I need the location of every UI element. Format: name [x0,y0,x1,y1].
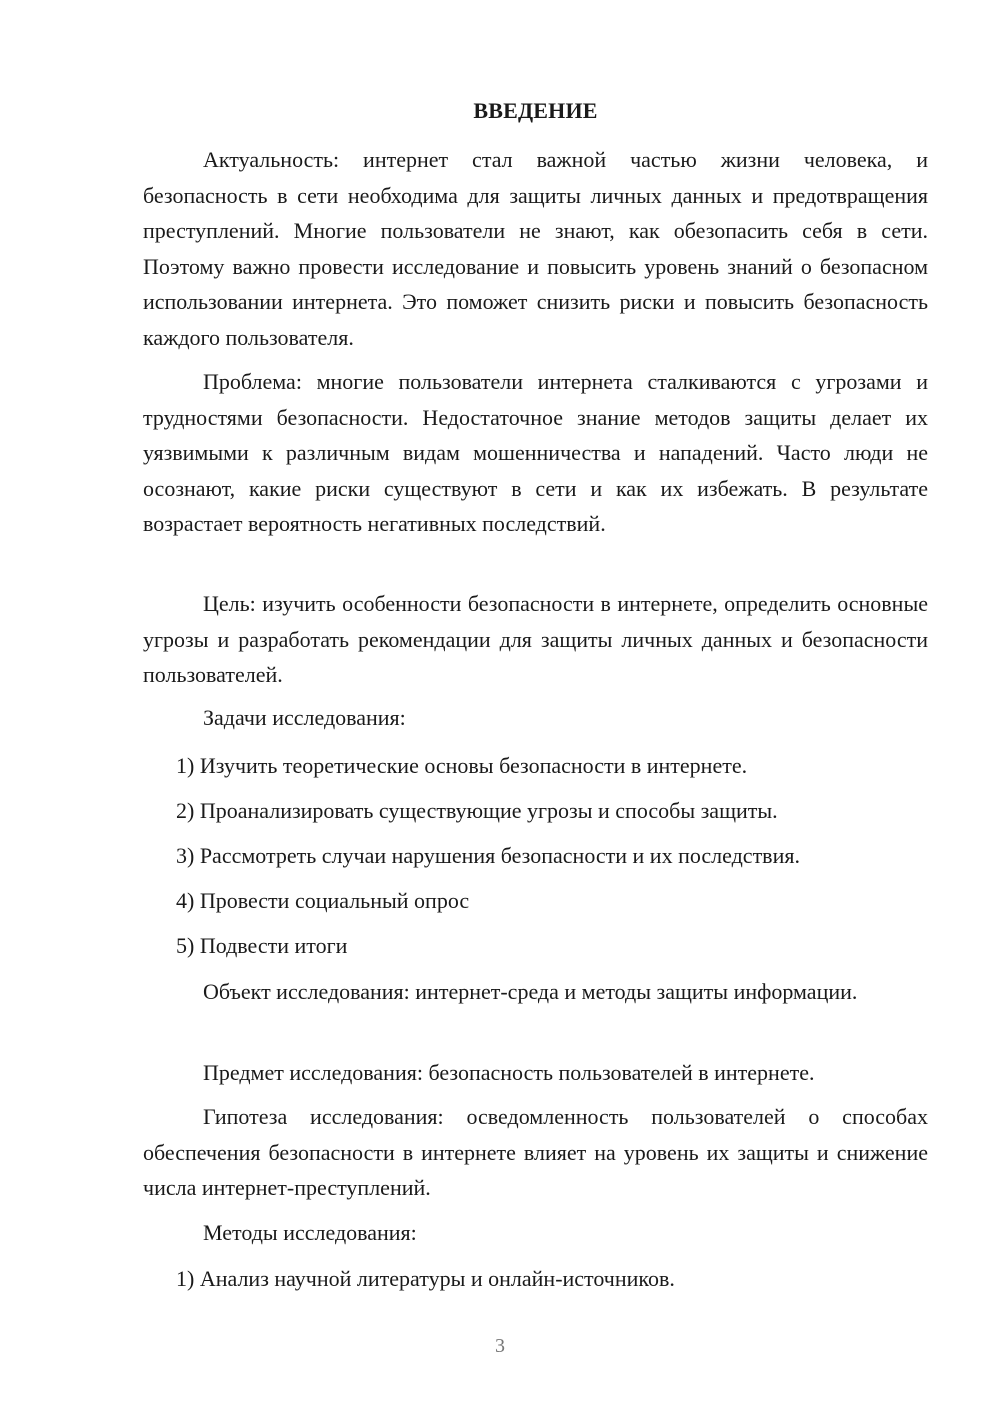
paragraph-goal: Цель: изучить особенности безопасности в интернете, определить основные угрозы и разработать рекомендации для защиты личных данных и безопасности пользователей. [143,591,928,687]
page-number: 3 [495,1335,505,1357]
paragraph-object: Объект исследования: интернет-среда и методы защиты информации. [203,979,858,1004]
task-item: 3) Рассмотреть случаи нарушения безопасности и их последствия. [176,843,800,868]
paragraph-subject: Предмет исследования: безопасность пользователей в интернете. [203,1060,815,1085]
tasks-title: Задачи исследования: [203,705,406,730]
task-item: 5) Подвести итоги [176,933,348,958]
task-item: 2) Проанализировать существующие угрозы и способы защиты. [176,798,778,823]
paragraph-relevance: Актуальность: интернет стал важной частью жизни человека, и безопасность в сети необходима для защиты личных данных и предотвращения преступлений. Многие пользователи не знают, как обезопасить себя в сети. Поэтому важно провести исследование и повысить уровень знаний о безопасном использовании интернета. Это поможет снизить риски и повысить безопасность каждого пользователя. [143,147,928,350]
paragraph-hypothesis: Гипотеза исследования: осведомленность пользователей о способах обеспечения безопасности в интернете влияет на уровень их защиты и снижение числа интернет-преступлений. [143,1104,928,1200]
methods-title: Методы исследования: [203,1220,417,1245]
paragraph-problem: Проблема: многие пользователи интернета сталкиваются с угрозами и трудностями безопасности. Недостаточное знание методов защиты делает их уязвимыми к различным видам мошенничества и нападений. Часто люди не осознают, какие риски существуют в сети и как их избежать. В результате возрастает вероятность негативных последствий. [143,369,928,536]
method-item: 1) Анализ научной литературы и онлайн-источников. [176,1266,675,1291]
task-item: 4) Провести социальный опрос [176,888,470,913]
task-item: 1) Изучить теоретические основы безопасности в интернете. [176,753,748,778]
page-title: ВВЕДЕНИЕ [473,98,598,123]
